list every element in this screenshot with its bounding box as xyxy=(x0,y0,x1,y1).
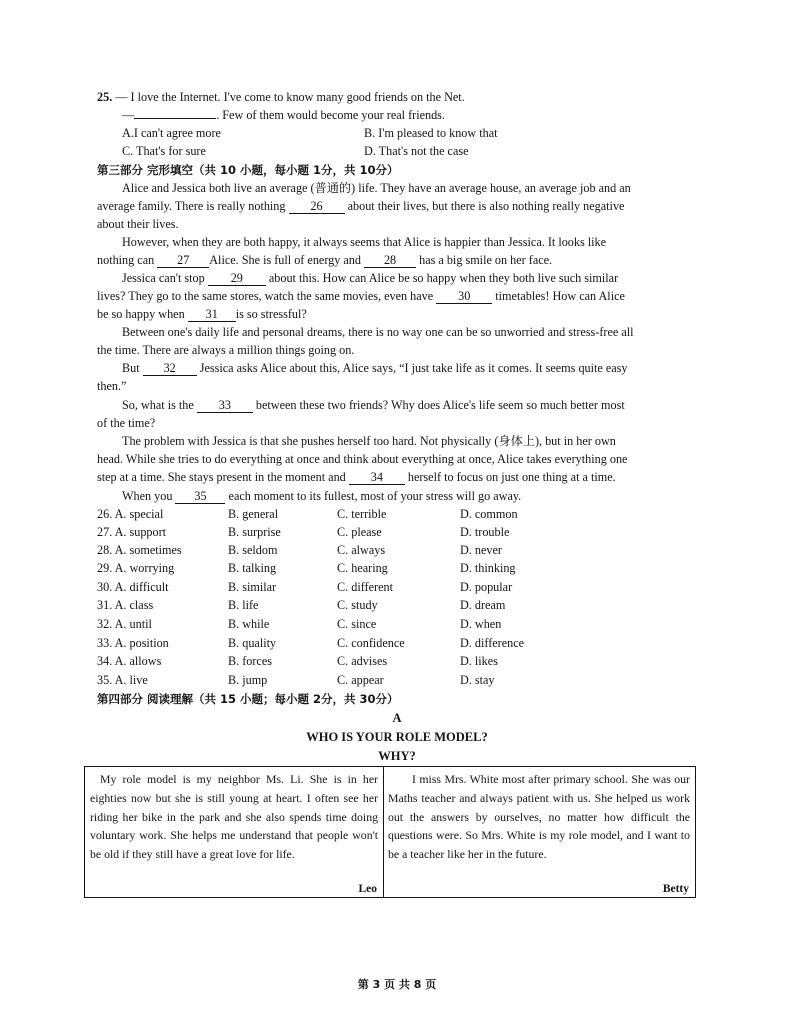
option-d[interactable]: D. thinking xyxy=(460,561,516,575)
passage-text: But xyxy=(122,361,140,375)
passage-text: average family. There is really nothing xyxy=(97,199,286,213)
passage-line: the time. There are always a million things going on. xyxy=(97,343,355,357)
passage-text: between these two friends? Why does Alice's life seem so much better most xyxy=(255,398,625,412)
passage-text: each moment to its fullest, most of your stress will go away. xyxy=(228,489,522,503)
passage-text: Jessica asks Alice about this, Alice says, “I just take life as it comes. It seems quite easy xyxy=(199,361,628,375)
passage-line xyxy=(122,269,618,287)
leo-cell xyxy=(85,767,384,897)
option-b[interactable]: B. quality xyxy=(228,636,277,650)
passage-line xyxy=(97,305,307,323)
betty-cell xyxy=(383,767,695,897)
passage-line xyxy=(122,396,625,414)
passage-line xyxy=(122,359,628,377)
passage-text: is so stressful? xyxy=(235,307,307,321)
option-d[interactable]: D. likes xyxy=(460,654,498,668)
q25-number: 25. xyxy=(97,90,113,104)
q25-dash: — xyxy=(122,108,135,122)
option-b[interactable]: B. seldom xyxy=(228,543,278,557)
blank-27[interactable]: 27 xyxy=(157,253,209,268)
q25-blank[interactable] xyxy=(134,118,216,119)
q25-line1 xyxy=(97,88,465,106)
page-number: 第 3 页 共 8 页 xyxy=(357,978,437,991)
passage-text: Alice. She is full of energy and xyxy=(209,253,361,267)
option-c[interactable]: C. hearing xyxy=(337,561,388,575)
option-a[interactable]: 31. A. class xyxy=(97,598,154,612)
part3-heading: 第三部分 完形填空（共 10 小题，每小题 1分，共 10分） xyxy=(97,163,399,177)
option-c[interactable]: C. advises xyxy=(337,654,388,668)
passage-text: Jessica can't stop xyxy=(122,271,205,285)
passage-line: The problem with Jessica is that she pushes herself too hard. Not physically (身体上), but in her own xyxy=(122,434,616,448)
passage-text: about this. How can Alice be so happy when they both live such similar xyxy=(268,271,619,285)
blank-31[interactable]: 31 xyxy=(188,307,236,322)
option-c[interactable]: C. study xyxy=(337,598,378,612)
option-d[interactable]: D. dream xyxy=(460,598,506,612)
option-c[interactable]: C. appear xyxy=(337,673,384,687)
option-b[interactable]: B. general xyxy=(228,507,279,521)
blank-34[interactable]: 34 xyxy=(349,470,405,485)
option-a[interactable]: 35. A. live xyxy=(97,673,148,687)
blank-28[interactable]: 28 xyxy=(364,253,416,268)
leo-signature: Leo xyxy=(358,883,377,895)
q25-option-c[interactable]: C. That's for sure xyxy=(122,144,206,158)
reading-title: WHO IS YOUR ROLE MODEL? xyxy=(306,730,488,744)
passage-text: When you xyxy=(122,489,173,503)
passage-line: Alice and Jessica both live an average (普通的) life. They have an average house, an average job and an xyxy=(122,181,631,195)
option-a[interactable]: 33. A. position xyxy=(97,636,169,650)
passage-line xyxy=(97,251,552,269)
option-c[interactable]: C. always xyxy=(337,543,386,557)
option-d[interactable]: D. stay xyxy=(460,673,495,687)
option-b[interactable]: B. forces xyxy=(228,654,272,668)
option-a[interactable]: 34. A. allows xyxy=(97,654,162,668)
section-letter: A xyxy=(392,711,402,725)
option-d[interactable]: D. popular xyxy=(460,580,513,594)
option-b[interactable]: B. jump xyxy=(228,673,268,687)
option-b[interactable]: B. talking xyxy=(228,561,277,575)
blank-29[interactable]: 29 xyxy=(208,271,266,286)
option-b[interactable]: B. life xyxy=(228,598,259,612)
option-c[interactable]: C. terrible xyxy=(337,507,387,521)
passage-line xyxy=(97,197,624,215)
option-a[interactable]: 28. A. sometimes xyxy=(97,543,182,557)
q25-response: . Few of them would become your real friends. xyxy=(216,108,445,122)
passage-line xyxy=(97,287,625,305)
option-a[interactable]: 27. A. support xyxy=(97,525,167,539)
passage-line: However, when they are both happy, it always seems that Alice is happier than Jessica. It looks like xyxy=(122,235,607,249)
blank-32[interactable]: 32 xyxy=(143,361,197,376)
option-a[interactable]: 32. A. until xyxy=(97,617,152,631)
option-b[interactable]: B. while xyxy=(228,617,270,631)
blank-35[interactable]: 35 xyxy=(175,489,225,504)
option-d[interactable]: D. difference xyxy=(460,636,525,650)
passage-text: herself to focus on just one thing at a time. xyxy=(407,470,616,484)
q25-option-b[interactable]: B. I'm pleased to know that xyxy=(364,126,498,140)
q25-option-d[interactable]: D. That's not the case xyxy=(364,144,469,158)
option-c[interactable]: C. different xyxy=(337,580,393,594)
option-d[interactable]: D. never xyxy=(460,543,502,557)
passage-text: So, what is the xyxy=(122,398,194,412)
passage-text: be so happy when xyxy=(97,307,185,321)
passage-line: then.” xyxy=(97,379,127,393)
passage-text: lives? They go to the same stores, watch the same movies, even have xyxy=(97,289,434,303)
passage-text: step at a time. She stays present in the moment and xyxy=(97,470,346,484)
q25-option-a[interactable]: A.I can't agree more xyxy=(122,126,221,140)
passage-text: has a big smile on her face. xyxy=(419,253,553,267)
option-d[interactable]: D. common xyxy=(460,507,518,521)
option-a[interactable]: 30. A. difficult xyxy=(97,580,169,594)
q25-line2 xyxy=(122,106,445,124)
option-b[interactable]: B. similar xyxy=(228,580,277,594)
passage-line xyxy=(97,468,616,486)
part4-heading: 第四部分 阅读理解（共 15 小题；每小题 2分，共 30分） xyxy=(97,692,399,706)
reading-subtitle: WHY? xyxy=(378,749,416,763)
passage-text: about their lives, but there is also nothing really negative xyxy=(347,199,625,213)
option-c[interactable]: C. since xyxy=(337,617,377,631)
passage-line: about their lives. xyxy=(97,217,179,231)
leo-text: My role model is my neighbor Ms. Li. She is in her eighties now but she is still young at heart. I often see her riding her bike in the park and she also spends time doing voluntary work. She helps me understand that people won't be old if they still have a great love for life. xyxy=(90,772,378,862)
passage-text: timetables! How can Alice xyxy=(495,289,625,303)
blank-33[interactable]: 33 xyxy=(197,398,253,413)
blank-26[interactable]: 26 xyxy=(289,199,345,214)
option-a[interactable]: 26. A. special xyxy=(97,507,164,521)
passage-text: nothing can xyxy=(97,253,155,267)
betty-text: I miss Mrs. White most after primary school. She was our Maths teacher and always patient with us. She helped us work out the answers by ourselves, no matter how difficult the questions were. So Mrs. White is my role model, and I want to be a teacher like her in the future. xyxy=(388,772,690,862)
option-a[interactable]: 29. A. worrying xyxy=(97,561,175,575)
passage-line: head. While she tries to do everything at once and think about everything at once, Alice takes everything one xyxy=(97,452,628,466)
passage-line: Between one's daily life and personal dreams, there is no way one can be so unworried and stress-free all xyxy=(122,325,634,339)
role-model-table xyxy=(84,766,696,898)
option-c[interactable]: C. please xyxy=(337,525,382,539)
passage-line xyxy=(122,487,521,505)
option-b[interactable]: B. surprise xyxy=(228,525,281,539)
passage-line: of the time? xyxy=(97,416,156,430)
q25-prompt: — I love the Internet. I've come to know many good friends on the Net. xyxy=(115,90,465,104)
option-d[interactable]: D. trouble xyxy=(460,525,510,539)
blank-30[interactable]: 30 xyxy=(436,289,492,304)
option-c[interactable]: C. confidence xyxy=(337,636,405,650)
betty-signature: Betty xyxy=(662,883,689,895)
option-d[interactable]: D. when xyxy=(460,617,502,631)
